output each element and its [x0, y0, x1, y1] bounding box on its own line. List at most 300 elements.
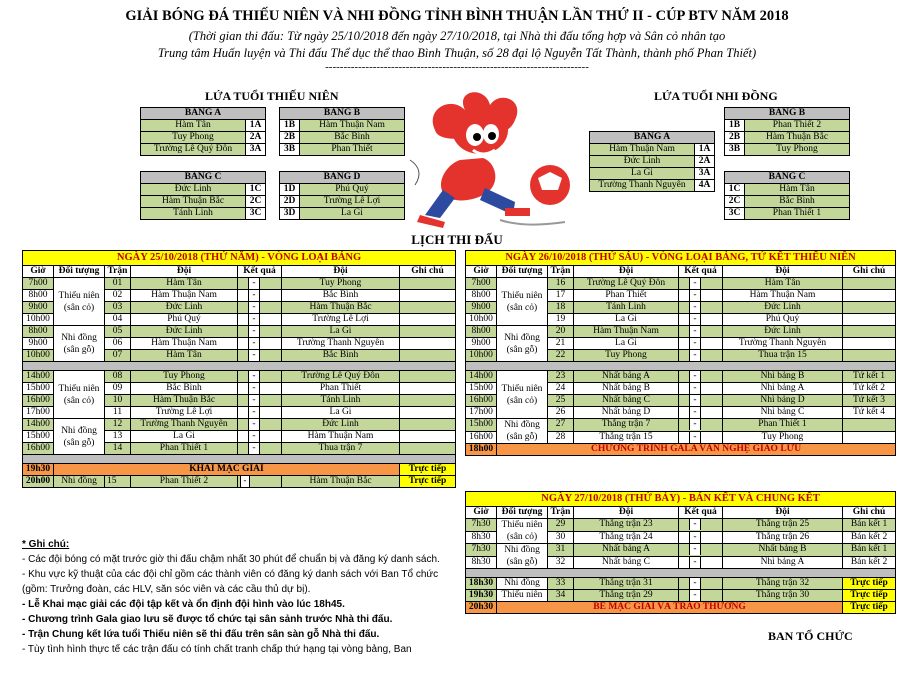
match-row	[466, 419, 896, 432]
match-note	[400, 431, 456, 443]
match-row	[23, 326, 456, 338]
match-note: Trực tiếp	[400, 476, 456, 488]
col-header: Giờ	[23, 266, 54, 278]
score-separator: -	[689, 314, 701, 325]
group-title: BẢNG B	[725, 108, 850, 120]
match-note	[400, 395, 456, 407]
group-table-nd-c	[724, 171, 850, 220]
match-time: 15h00	[466, 383, 497, 395]
score-separator: -	[689, 350, 701, 361]
match-result	[679, 314, 723, 326]
match-object: Thiếu niên	[497, 590, 548, 602]
team-a: Hàm Tân	[131, 278, 238, 290]
score-separator: -	[689, 371, 701, 382]
match-number: 18	[548, 302, 574, 314]
score-separator: -	[689, 544, 701, 555]
match-number: 01	[105, 278, 131, 290]
match-result	[679, 419, 723, 432]
match-result	[238, 326, 282, 338]
score-separator: -	[248, 314, 260, 325]
match-number: 04	[105, 314, 131, 326]
day2-table	[465, 250, 896, 456]
match-time: 10h00	[23, 350, 54, 362]
note-item: - Trận Chung kết lứa tuổi Thiếu niên sẽ thi đấu trên sân sàn gỗ Nhà thi đấu.	[22, 629, 380, 640]
team: Hàm Thuận Bắc	[141, 196, 246, 208]
col-header: Đội	[574, 507, 679, 519]
seed: 2D	[280, 196, 300, 208]
team-a: Thắng trận 29	[574, 590, 679, 602]
team-b: Thắng trận 25	[723, 519, 843, 532]
organizer: BAN TỔ CHỨC	[768, 629, 853, 643]
team: Hàm Thuận Nam	[590, 144, 695, 156]
seed: 1C	[246, 184, 266, 196]
match-number: 16	[548, 278, 574, 290]
team: Trường Thanh Nguyên	[590, 180, 695, 192]
team-b: Trường Thanh Nguyên	[723, 338, 843, 350]
team-b: Tuy Phong	[723, 431, 843, 444]
col-header: Kết quả	[679, 507, 723, 519]
opening-time: 19h30	[23, 464, 54, 476]
gap-row	[466, 569, 896, 578]
day2-title: NGÀY 26/10/2018 (THỨ SÁU) - VÒNG LOẠI BẢNG, TỨ KẾT THIẾU NIÊN	[466, 251, 896, 266]
seed: 3A	[695, 168, 715, 180]
team-b: Tuy Phong	[282, 278, 400, 290]
match-time: 9h00	[466, 338, 497, 350]
team-b: Bắc Bình	[282, 290, 400, 302]
team-b: Đức Linh	[723, 326, 843, 338]
match-time: 14h00	[23, 371, 54, 383]
match-result	[679, 431, 723, 444]
score-separator: -	[689, 557, 701, 568]
col-header: Kết quả	[679, 266, 723, 278]
team-b: Trường Thanh Nguyên	[282, 338, 400, 350]
score-separator: -	[689, 338, 701, 349]
match-time: 17h00	[466, 407, 497, 419]
match-number: 05	[105, 326, 131, 338]
match-result	[679, 371, 723, 383]
team-a: Hàm Tân	[131, 350, 238, 362]
team-b: Trường Lê Quý Đôn	[282, 371, 400, 383]
match-result	[238, 350, 282, 362]
col-header: Kết quả	[238, 266, 282, 278]
team-b: Thắng trận 26	[723, 531, 843, 544]
seed: 3D	[280, 208, 300, 220]
team-a: Phan Thiết 1	[131, 443, 238, 455]
col-header: Ghi chú	[843, 507, 896, 519]
match-note: Tứ kết 2	[843, 383, 896, 395]
score-separator: -	[689, 290, 701, 301]
seed: 1A	[695, 144, 715, 156]
match-result	[238, 290, 282, 302]
match-result	[679, 290, 723, 302]
match-time: 15h00	[23, 383, 54, 395]
team-b: Nhì bảng D	[723, 395, 843, 407]
match-number: 02	[105, 290, 131, 302]
match-result	[679, 531, 723, 544]
match-object: Nhi đồng	[497, 578, 548, 590]
match-time: 10h00	[466, 314, 497, 326]
group-table-nd-b	[724, 107, 850, 156]
match-number: 13	[105, 431, 131, 443]
match-note	[400, 314, 456, 326]
team-b: Phan Thiết 1	[723, 419, 843, 432]
score-separator: -	[248, 326, 260, 337]
team: La Gi	[590, 168, 695, 180]
notes	[22, 537, 452, 657]
match-time: 7h00	[466, 278, 497, 290]
match-number: 28	[548, 431, 574, 444]
match-result	[238, 395, 282, 407]
team: Tuy Phong	[745, 144, 850, 156]
match-time: 8h00	[23, 326, 54, 338]
note-item: - Lễ Khai mạc giải các đội tập kết và ổn định đội hình vào lúc 18h45.	[22, 599, 345, 610]
match-time: 7h30	[466, 519, 497, 532]
match-note	[400, 383, 456, 395]
team-a: La Gi	[574, 338, 679, 350]
team-b: Đức Linh	[282, 419, 400, 431]
team-a: Trường Thanh Nguyên	[131, 419, 238, 431]
team-b: Đức Linh	[723, 302, 843, 314]
col-header: Đối tượng	[54, 266, 105, 278]
closing-time: 20h30	[466, 602, 497, 614]
team-b: Hàm Thuận Nam	[282, 431, 400, 443]
match-result	[679, 556, 723, 569]
match-result	[679, 338, 723, 350]
opening-note: Trực tiếp	[400, 464, 456, 476]
match-object: Thiếu niên (sân cỏ)	[497, 278, 548, 326]
team-b: Nhì bảng C	[723, 407, 843, 419]
col-header: Đội	[131, 266, 238, 278]
match-time: 15h00	[466, 419, 497, 432]
match-object: Thiếu niên (sân cỏ)	[54, 278, 105, 326]
score-separator: -	[248, 290, 260, 301]
team-b: Hàm Thuận Bắc	[282, 302, 400, 314]
team: Trường Lê Lợi	[300, 196, 405, 208]
match-row	[466, 326, 896, 338]
day3-table	[465, 491, 896, 614]
subtitle-venue: Trung tâm Huấn luyện và Thi đấu Thể dục thể thao Bình Thuận, số 28 đại lộ Nguyễn Tất Thành, thành phố Phan Thiết)	[157, 46, 757, 60]
score-separator: -	[248, 278, 260, 289]
match-result	[238, 419, 282, 431]
seed: 4A	[695, 180, 715, 192]
opening-label: KHAI MẠC GIẢI	[54, 464, 400, 476]
match-time: 10h00	[23, 314, 54, 326]
note-item: - Các đội bóng có mặt trước giờ thi đấu chậm nhất 30 phút để chuẩn bị và đăng ký danh sách.	[22, 554, 440, 565]
col-header: Ghi chú	[843, 266, 896, 278]
match-note	[843, 314, 896, 326]
team-b: Thua trận 7	[282, 443, 400, 455]
team-a: Phan Thiết	[574, 290, 679, 302]
gap-row	[466, 362, 896, 371]
team-a: Nhất bảng D	[574, 407, 679, 419]
match-time: 14h00	[23, 419, 54, 431]
match-object: Thiếu niên (sân cỏ)	[497, 519, 548, 544]
team-b: Nhất bảng B	[723, 544, 843, 557]
match-result	[679, 590, 723, 602]
match-row	[466, 578, 896, 590]
score-separator: -	[689, 395, 701, 406]
match-time: 17h00	[23, 407, 54, 419]
day3-title: NGÀY 27/10/2018 (THỨ BẢY) - BÁN KẾT VÀ CHUNG KẾT	[466, 492, 896, 507]
match-number: 25	[548, 395, 574, 407]
seed: 3C	[725, 208, 745, 220]
match-result: -	[238, 476, 282, 488]
match-time: 8h00	[466, 290, 497, 302]
group-table-nd-a	[589, 131, 715, 192]
match-note	[843, 326, 896, 338]
score-separator: -	[689, 326, 701, 337]
match-result	[238, 371, 282, 383]
match-number: 21	[548, 338, 574, 350]
score-separator: -	[248, 395, 260, 406]
match-result	[238, 338, 282, 350]
team-b: Bắc Bình	[282, 350, 400, 362]
mascot-logo	[405, 90, 580, 232]
match-row	[23, 371, 456, 383]
match-object: Nhi đồng (sân gỗ)	[497, 544, 548, 569]
match-note: Trực tiếp	[843, 578, 896, 590]
team-a: Nhất bảng A	[574, 544, 679, 557]
match-note	[843, 302, 896, 314]
match-time: 8h30	[466, 531, 497, 544]
group-title: BẢNG C	[141, 172, 266, 184]
team-a: Hàm Thuận Nam	[574, 326, 679, 338]
team-a: Tánh Linh	[574, 302, 679, 314]
match-result	[238, 443, 282, 455]
seed: 2A	[695, 156, 715, 168]
team-a: Phan Thiết 2	[131, 476, 238, 488]
score-separator: -	[689, 578, 701, 589]
team: Hàm Thuận Nam	[300, 120, 405, 132]
team-b: La Gi	[282, 326, 400, 338]
match-number: 22	[548, 350, 574, 362]
match-note: Bán kết 2	[843, 556, 896, 569]
closing-note: Trực tiếp	[843, 602, 896, 614]
seed: 3C	[246, 208, 266, 220]
seed: 1D	[280, 184, 300, 196]
team-a: Trường Lê Quý Đôn	[574, 278, 679, 290]
match-number: 29	[548, 519, 574, 532]
note-item: - Chương trình Gala giao lưu sẽ được tổ chức tại sân sảnh trước Nhà thi đấu.	[22, 614, 393, 625]
match-note	[400, 407, 456, 419]
match-time: 9h00	[23, 302, 54, 314]
team-b: Nhì bảng A	[723, 556, 843, 569]
match-number: 15	[105, 476, 131, 488]
divider: ------------------------------------------------------------------------	[325, 61, 589, 73]
team: Phan Thiết 2	[745, 120, 850, 132]
schedule-heading: LỊCH THI ĐẤU	[411, 232, 503, 247]
match-note	[400, 350, 456, 362]
match-note	[843, 290, 896, 302]
col-header: Đội	[723, 266, 843, 278]
group-table-tn-d	[279, 171, 405, 220]
col-header: Đội	[723, 507, 843, 519]
match-row	[23, 419, 456, 431]
note-item: - Khu vực kỹ thuật của các đội chỉ gồm các thành viên có đăng ký danh sách với Ban Tổ chức (gồm: Trưởng đoàn, các HLV, săn sóc viên và các cầu thủ dự bị).	[22, 569, 439, 595]
team: Phú Quý	[300, 184, 405, 196]
match-number: 06	[105, 338, 131, 350]
match-note	[400, 290, 456, 302]
match-note	[400, 326, 456, 338]
match-row	[466, 371, 896, 383]
team-b: Hàm Thuận Bắc	[282, 476, 400, 488]
seed: 1C	[725, 184, 745, 196]
match-number: 31	[548, 544, 574, 557]
team-b: Thắng trận 30	[723, 590, 843, 602]
match-note	[400, 338, 456, 350]
team: Hàm Tân	[745, 184, 850, 196]
col-header: Trận	[548, 266, 574, 278]
match-result	[238, 383, 282, 395]
match-result	[679, 395, 723, 407]
match-time: 8h30	[466, 556, 497, 569]
team-a: Nhất bảng B	[574, 383, 679, 395]
team: La Gi	[300, 208, 405, 220]
match-note	[400, 371, 456, 383]
team-b: Trường Lê Lợi	[282, 314, 400, 326]
match-row	[466, 519, 896, 532]
score-separator: -	[689, 590, 701, 601]
match-note: Bán kết 1	[843, 544, 896, 557]
col-header: Đối tượng	[497, 266, 548, 278]
seed: 1B	[280, 120, 300, 132]
notes-heading: * Ghi chú:	[22, 539, 70, 550]
match-result	[679, 383, 723, 395]
page-title: GIẢI BÓNG ĐÁ THIẾU NIÊN VÀ NHI ĐỒNG TỈNH BÌNH THUẬN LẦN THỨ II - CÚP BTV NĂM 2018	[125, 8, 789, 24]
team: Phan Thiết 1	[745, 208, 850, 220]
match-number: 26	[548, 407, 574, 419]
match-result	[679, 278, 723, 290]
nhi-dong-label: LỨA TUỔI NHI ĐỒNG	[654, 89, 778, 103]
team-a: Thắng trận 15	[574, 431, 679, 444]
match-result	[679, 544, 723, 557]
match-number: 11	[105, 407, 131, 419]
match-object: Nhi đồng (sân gỗ)	[54, 326, 105, 362]
seed: 2C	[725, 196, 745, 208]
team-b: La Gi	[282, 407, 400, 419]
subtitle-time: (Thời gian thi đấu: Từ ngày 25/10/2018 đến ngày 27/10/2018, tại Nhà thi đấu tổng hợp và Sân cỏ nhân tạo	[188, 29, 726, 43]
match-note: Tứ kết 1	[843, 371, 896, 383]
team-a: Hàm Thuận Nam	[131, 290, 238, 302]
team-b: Hàm Thuận Nam	[723, 290, 843, 302]
match-time: 16h00	[466, 395, 497, 407]
match-number: 10	[105, 395, 131, 407]
match-number: 30	[548, 531, 574, 544]
match-time: 16h00	[23, 395, 54, 407]
seed: 3B	[725, 144, 745, 156]
match-object: Nhi đồng (sân gỗ)	[497, 419, 548, 444]
team-a: Thắng trận 7	[574, 419, 679, 432]
team-b: Thắng trận 32	[723, 578, 843, 590]
match-result	[679, 302, 723, 314]
match-result	[679, 350, 723, 362]
team-b: Nhì bảng B	[723, 371, 843, 383]
thieu-nien-label: LỨA TUỔI THIẾU NIÊN	[205, 89, 339, 103]
match-time: 9h00	[466, 302, 497, 314]
group-table-tn-a	[140, 107, 266, 156]
col-header: Trận	[548, 507, 574, 519]
match-object: Nhi đồng	[54, 476, 105, 488]
match-time: 10h00	[466, 350, 497, 362]
group-table-tn-b	[279, 107, 405, 156]
score-separator: -	[248, 350, 260, 361]
match-note: Bán kết 1	[843, 519, 896, 532]
match-result	[679, 519, 723, 532]
match-row	[466, 590, 896, 602]
team: Đức Linh	[590, 156, 695, 168]
score-separator: -	[689, 407, 701, 418]
team-a: Trường Lê Lợi	[131, 407, 238, 419]
match-time: 7h30	[466, 544, 497, 557]
match-object: Nhi đồng (sân gỗ)	[497, 326, 548, 362]
score-separator: -	[248, 407, 260, 418]
gala-time: 18h00	[466, 444, 497, 456]
match-number: 23	[548, 371, 574, 383]
score-separator: -	[689, 383, 701, 394]
col-header: Đội	[282, 266, 400, 278]
match-time: 14h00	[466, 371, 497, 383]
col-header: Đội	[574, 266, 679, 278]
match-number: 34	[548, 590, 574, 602]
team-b: Phú Quý	[723, 314, 843, 326]
match-number: 09	[105, 383, 131, 395]
day1-table	[22, 250, 456, 488]
score-separator: -	[248, 443, 260, 454]
match-result	[679, 578, 723, 590]
team-a: La Gi	[574, 314, 679, 326]
match-number: 27	[548, 419, 574, 432]
team: Hàm Thuận Bắc	[745, 132, 850, 144]
match-row	[466, 544, 896, 557]
match-object: Thiếu niên (sân cỏ)	[54, 371, 105, 419]
match-result	[238, 302, 282, 314]
gap-row	[23, 455, 456, 464]
match-time: 8h00	[466, 326, 497, 338]
match-note	[843, 338, 896, 350]
team-a: Nhất bảng C	[574, 556, 679, 569]
team: Tánh Linh	[141, 208, 246, 220]
team-a: Thắng trận 23	[574, 519, 679, 532]
note-item: - Tùy tình hình thực tế các trận đấu có tính chất tranh chấp thứ hạng tại vòng bảng, Ban	[22, 644, 412, 655]
group-title: BẢNG D	[280, 172, 405, 184]
match-number: 03	[105, 302, 131, 314]
match-result	[238, 407, 282, 419]
team-a: Đức Linh	[131, 302, 238, 314]
score-separator: -	[248, 431, 260, 442]
match-note: Tứ kết 4	[843, 407, 896, 419]
team-a: Tuy Phong	[131, 371, 238, 383]
team: Hàm Tân	[141, 120, 246, 132]
match-note	[843, 350, 896, 362]
col-header: Trận	[105, 266, 131, 278]
score-separator: -	[248, 302, 260, 313]
match-number: 20	[548, 326, 574, 338]
match-note	[400, 302, 456, 314]
match-time: 8h00	[23, 290, 54, 302]
match-number: 17	[548, 290, 574, 302]
score-separator: -	[248, 338, 260, 349]
score-separator: -	[689, 519, 701, 530]
match-number: 33	[548, 578, 574, 590]
match-note: Bán kết 2	[843, 531, 896, 544]
match-result	[679, 407, 723, 419]
team-a: Nhất bảng C	[574, 395, 679, 407]
match-number: 07	[105, 350, 131, 362]
match-note: Tứ kết 3	[843, 395, 896, 407]
match-result	[238, 314, 282, 326]
match-number: 19	[548, 314, 574, 326]
team-a: Bắc Bình	[131, 383, 238, 395]
